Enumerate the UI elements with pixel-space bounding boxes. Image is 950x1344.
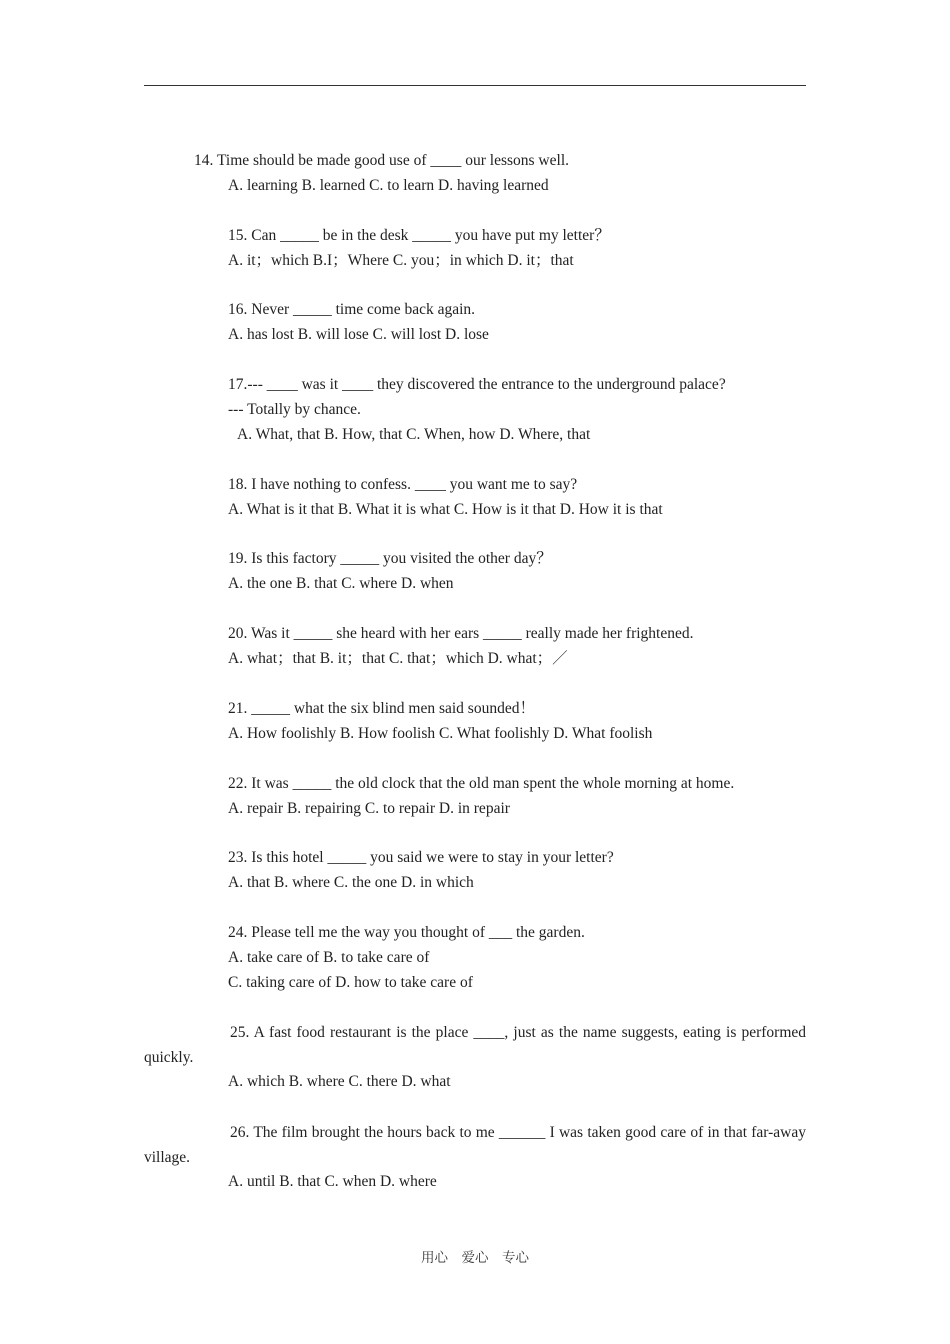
question-16-stem: 16. Never _____ time come back again. — [228, 301, 476, 318]
question-25-options: A. which B. where C. there D. what — [228, 1073, 451, 1090]
question-14-stem: 14. Time should be made good use of ____ our lessons well. — [194, 152, 569, 169]
question-16-options: A. has lost B. will lose C. will lost D. lose — [228, 326, 489, 343]
question-20-stem: 20. Was it _____ she heard with her ears _____ really made her frightened. — [228, 625, 694, 642]
header-rule — [144, 85, 806, 86]
question-18-options: A. What is it that B. What it is what C. How is it that D. How it is that — [228, 501, 663, 518]
question-19-options: A. the one B. that C. where D. when — [228, 575, 454, 592]
question-23-options: A. that B. where C. the one D. in which — [228, 874, 474, 891]
question-21-options: A. How foolishly B. How foolish C. What foolishly D. What foolish — [228, 725, 653, 742]
question-14-options: A. learning B. learned C. to learn D. having learned — [228, 177, 549, 194]
question-18-stem: 18. I have nothing to confess. ____ you want me to say? — [228, 476, 578, 493]
question-23-stem: 23. Is this hotel _____ you said we were to stay in your letter? — [228, 849, 614, 866]
question-15-stem: 15. Can _____ be in the desk _____ you have put my letter？ — [228, 227, 610, 244]
question-19-stem: 19. Is this factory _____ you visited the other day？ — [228, 550, 552, 567]
question-22-stem: 22. It was _____ the old clock that the old man spent the whole morning at home. — [228, 775, 735, 792]
question-15-options: A. it；which B.I；Where C. you；in which D. it；that — [228, 252, 574, 269]
question-26-stem: 26. The film brought the hours back to me ______ I was taken good care of in that far-away village. — [144, 1124, 806, 1166]
question-25-stem: 25. A fast food restaurant is the place ____, just as the name suggests, eating is performed quickly. — [144, 1024, 806, 1066]
question-21-stem: 21. _____ what the six blind men said sounded！ — [228, 700, 535, 717]
question-22-options: A. repair B. repairing C. to repair D. in repair — [228, 800, 510, 817]
question-26-options: A. until B. that C. when D. where — [228, 1173, 437, 1190]
question-24-options-row-2: C. taking care of D. how to take care of — [228, 974, 473, 991]
question-17-options: A. What, that B. How, that C. When, how D. Where, that — [237, 426, 591, 443]
question-24-options-row-1: A. take care of B. to take care of — [228, 949, 430, 966]
page-footer: 用心 爱心 专心 — [421, 1250, 529, 1266]
question-17-reply: --- Totally by chance. — [228, 401, 361, 418]
question-24-stem: 24. Please tell me the way you thought of ___ the garden. — [228, 924, 585, 941]
question-20-options: A. what；that B. it；that C. that；which D. what；／ — [228, 650, 568, 667]
question-17-stem: 17.--- ____ was it ____ they discovered the entrance to the underground palace? — [228, 376, 726, 393]
